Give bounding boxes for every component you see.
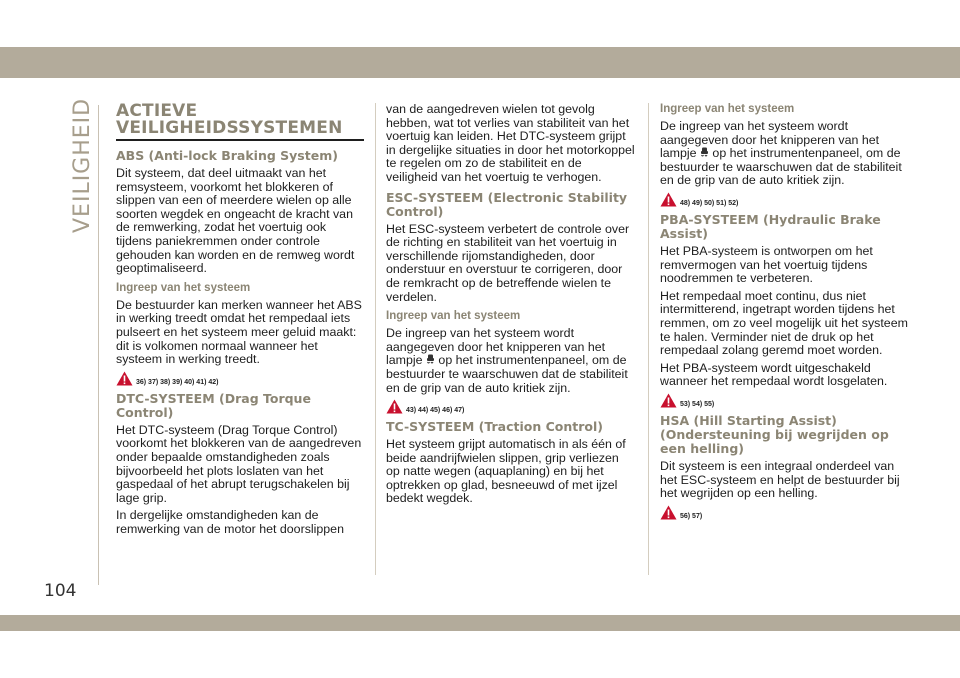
abs-heading: ABS (Anti-lock Braking System) (116, 148, 338, 163)
bottom-band (0, 615, 960, 631)
warning-refs: 56) 57) (680, 512, 703, 520)
top-margin (0, 0, 960, 50)
esc-skid-icon (700, 147, 709, 158)
abs-sub-text: De bestuurder kan merken wanneer het ABS in werking treedt omdat het rempedaal iets pulseert en het systeem meer geluid maakt: dit is volkomen normaal wanneer het systeem in werking treedt. (116, 297, 362, 367)
column-1 (116, 103, 364, 540)
top-band (0, 47, 960, 78)
esc-sub-text (386, 327, 636, 395)
hsa-text: Dit systeem is een integraal onderdeel van het ESC-systeem en helpt de bestuurder bij het wegrijden op een helling. (660, 458, 900, 501)
dtc-text-1: Het DTC-systeem (Drag Torque Control) voorkomt het blokkeren van de aangedreven onder bepaalde omstandigheden zoals bijvoorbeeld het plots loslaten van het gaspedaal of het abrupt terugschakelen bij lage grip. (116, 422, 362, 505)
tc-sub-text-b: op het instrumentenpaneel, om de bestuurder te waarschuwen dat de stabiliteit en de grip van de auto kritiek zijn. (660, 146, 902, 188)
warning-triangle-icon (386, 399, 403, 414)
hsa-heading: HSA (Hill Starting Assist) (Ondersteuning bij wegrijden op een helling) (660, 412, 889, 456)
tc-warning-refs (660, 192, 910, 207)
tc-sub-text-a: De ingreep van het systeem wordt aangegeven door het knipperen van het lampje (660, 119, 880, 161)
esc-text: Het ESC-systeem verbetert de controle over de richting en stabiliteit van het voertuig in verschillende rijomstandigheden, door onderstuur en overstuur te corrigeren, door de remkracht op de betreffende wielen te verdelen. (386, 221, 630, 304)
pba-text-1: Het PBA-systeem is ontworpen om het remvermogen van het voertuig tijdens noodremmen te verbeteren. (660, 243, 873, 286)
pba-text-3: Het PBA-systeem wordt uitgeschakeld wanneer het rempedaal wordt losgelaten. (660, 360, 888, 389)
column-divider (375, 103, 376, 575)
column-divider (648, 103, 649, 575)
esc-sub-text-b: op het instrumentenpaneel, om de bestuurder te waarschuwen dat de stabiliteit en de grip van de auto kritiek zijn. (386, 353, 628, 395)
esc-sub-text-a: De ingreep van het systeem wordt aangegeven door het knipperen van het lampje (386, 326, 606, 368)
tc-subheading: Ingreep van het systeem (660, 103, 795, 115)
warning-triangle-icon (660, 393, 677, 408)
side-label-text: VEILIGHEID (70, 97, 95, 233)
pba-text-2: Het rempedaal moet continu, dus niet intermitterend, ingetrapt worden tijdens het remmen, om zo veel mogelijk uit het systeem te halen. Verminder niet de druk op het rempedaal zolang geremd moet worden. (660, 288, 908, 358)
dtc-continued-text: van de aangedreven wielen tot gevolg hebben, wat tot verlies van stabiliteit van het voertuig kan leiden. Het DTC-systeem grijpt in dergelijke situaties in door het motorkoppel te regelen om zo de stabiliteit en de veiligheid van het voertuig te verhogen. (386, 102, 635, 184)
tc-text: Het systeem grijpt automatisch in als één of beide aandrijfwielen slippen, grip verliezen op natte wegen (aquaplaning) en bij het optrekken op glad, besneeuwd of met ijzel bedekt wegdek. (386, 437, 626, 506)
pba-warning-refs (660, 393, 910, 408)
warning-triangle-icon (660, 505, 677, 520)
dtc-heading: DTC-SYSTEEM (Drag Torque Control) (116, 390, 311, 420)
warning-refs: 48) 49) 50) 51) 52) (680, 199, 739, 207)
esc-subheading: Ingreep van het systeem (386, 310, 521, 323)
abs-text: Dit systeem, dat deel uitmaakt van het remsysteem, voorkomt het blokkeren of slippen van een of meerdere wielen op alle soorten wegdek en ongeacht de kracht van de remwerking, zodat het voertuig ook tijdens paniekremmen onder controle gehouden kan worden en de remweg wordt geoptimaliseerd. (116, 166, 355, 276)
esc-warning-refs (386, 399, 636, 414)
esc-heading: ESC-SYSTEEM (Electronic Stability Control) (386, 189, 628, 219)
column-2 (386, 103, 636, 510)
abs-warning-refs (116, 371, 364, 386)
warning-refs: 36) 37) 38) 39) 40) 41) 42) (136, 378, 219, 386)
page-title: ACTIEVE VEILIGHEIDSSYSTEMEN (116, 101, 343, 138)
esc-skid-icon (426, 354, 435, 365)
warning-triangle-icon (116, 371, 133, 386)
column-3 (660, 103, 910, 526)
hsa-warning-refs (660, 505, 910, 520)
side-rule (98, 105, 99, 585)
tc-sub-text (660, 120, 910, 188)
tc-heading: TC-SYSTEEM (Traction Control) (386, 419, 603, 435)
warning-refs: 53) 54) 55) (680, 400, 715, 408)
section-side-label (52, 97, 95, 233)
warning-refs: 43) 44) 45) 46) 47) (406, 407, 465, 415)
dtc-text-2: In dergelijke omstandigheden kan de remwerking van de motor het doorslippen (116, 508, 344, 536)
abs-subheading: Ingreep van het systeem (116, 281, 251, 294)
warning-triangle-icon (660, 192, 677, 207)
pba-heading: PBA-SYSTEEM (Hydraulic Brake Assist) (660, 211, 881, 241)
page-number: 104 (44, 581, 77, 601)
title-underline (116, 139, 364, 141)
